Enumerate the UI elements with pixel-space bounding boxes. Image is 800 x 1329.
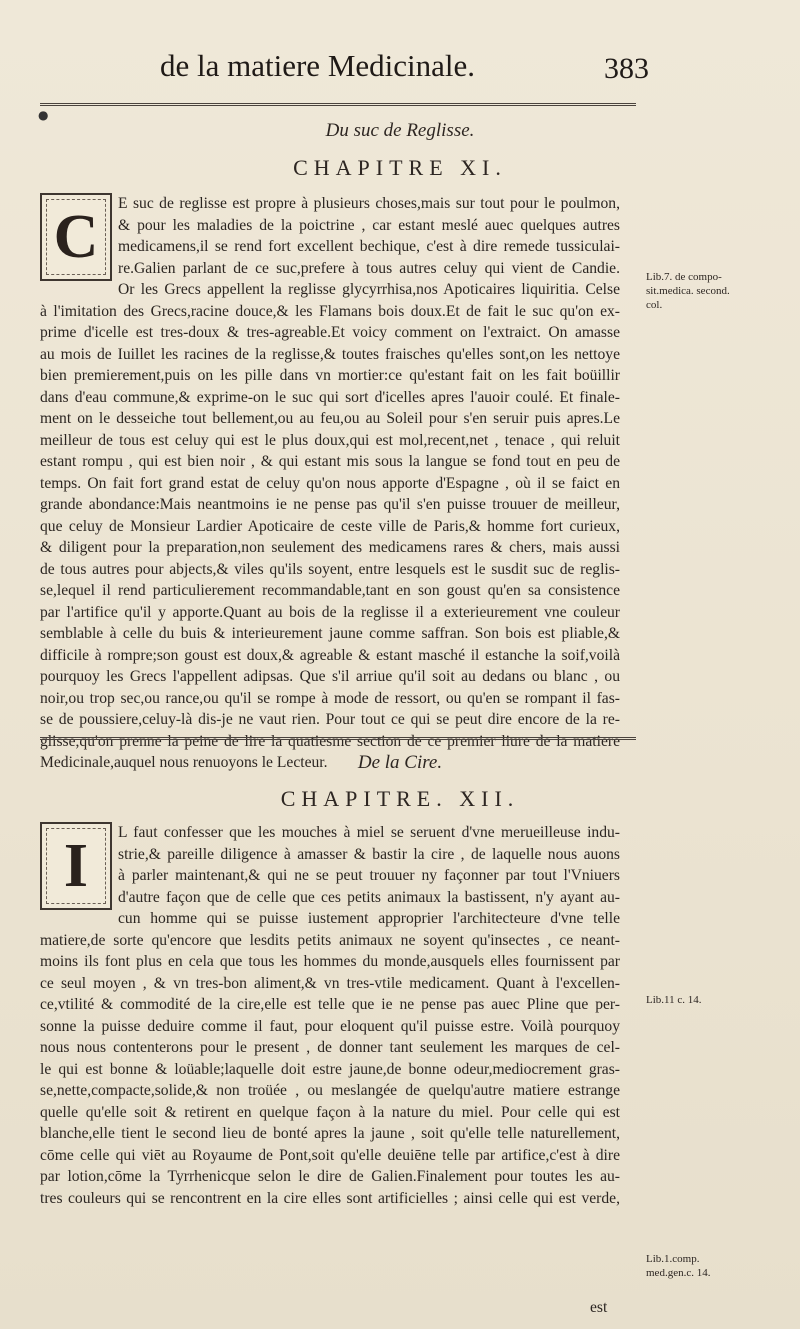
text-line: de tous autres pour abjects,& viles qu'ils soyent, entre lesquels est le susdit suc de reglis-: [40, 560, 620, 578]
drop-cap-letter: C: [53, 202, 99, 271]
text-line: sonne la puisse deduire comme il faut, pour eloquent qu'il puisse estre. Voilà pourquoy: [40, 1017, 620, 1035]
text-line: matiere,de sorte qu'encore que lesdits petits animaux ne soyent qu'insectes , ce neant-: [40, 931, 620, 949]
text-line: estant rompu , qui est bien noir , & qui estant mis sous la langue se fond tout en peu de: [40, 453, 620, 470]
text-line: Medicinale,auquel nous renuoyons le Lecteur.: [40, 754, 328, 771]
text-line: tres couleurs qui se rencontrent en la cire elles sont artificielles ; ainsi celle qui est verde,: [40, 1189, 620, 1207]
catchword: est: [590, 1299, 608, 1316]
chapter-heading-xi: CHAPITRE XI.: [293, 155, 507, 180]
text-line: se,lequel il rend particulierement recommandable,tant en son goust qu'en sa consistence: [40, 582, 620, 599]
text-line: moins ils font plus en cela que tous les hommes du monde,ausquels elles fournissent par: [40, 953, 620, 970]
text-line: à parler maintenant,& qui ne se peut trouuer ny façonner par tout l'Vniuers: [118, 867, 620, 884]
text-line: pourquoy les Grecs l'appellent adipsas. Que s'il arriue qu'il soit au dedans ou blanc , ou: [40, 668, 620, 685]
text-line: noir,ou trop sec,ou rance,ou qu'il se rompe à mode de ressort, ou qu'en se rompant il fas-: [40, 689, 620, 707]
text-line: ce,vtilité & commodité de la cire,elle est telle que ie ne pense pas auec Pline que per-: [40, 996, 620, 1013]
text-line: temps. On fait fort grand estat de celuy qu'on nous apporte d'Espagne , où il se faict en: [40, 474, 620, 492]
text-line: cōme celle qui viēt au Royaume de Pont,soit qu'elle deuiēne telle par artifice,c'est à dire: [40, 1146, 620, 1164]
text-line: semblable à celle du buis & interieurement jaune comme saffran. Son bois est pliable,&: [40, 625, 620, 642]
section-title-reglisse: Du suc de Reglisse.: [325, 120, 475, 141]
section-rule: [40, 737, 636, 740]
text-line: à l'imitation des Grecs,racine douce,& les Flamans bois doux.Et de fait le suc qu'on ex-: [40, 302, 620, 320]
text-line: Or les Grecs appellent la reglisse glycyrrhisa,nos Apoticaires liquiritia. Celse: [118, 281, 620, 298]
text-line: glisse,qu'on prenne la peine de lire la quatiesme section de ce premier liure de la matiere: [40, 732, 620, 750]
text-line: ce seul moyen , & vn tres-bon aliment,& vn tres-vtile medicament. Quant à l'excellen-: [40, 974, 620, 992]
text-line: & diligent pour la preparation,non seulement des medicamens rares & chers, mais aussi: [40, 539, 620, 556]
text-line: cun homme qui se puisse iustement approprier l'architecteure d'vne telle: [118, 910, 620, 927]
text-line: medicamens,il se rend fort excellent bechique, c'est à dire remede tussiculai-: [118, 238, 620, 255]
text-line: ment on le desseiche tout bellement,ou au feu,ou au Soleil pour s'en seruir puis apres.Le: [40, 410, 620, 427]
text-line: difficile à rompre;son goust est doux,& agreable & estant masché il estanche la soif,voilà: [40, 646, 620, 664]
text-line: que celuy de Monsieur Lardier Apoticaire de ceste ville de Paris,& homme fort curieux,: [40, 517, 620, 535]
text-line: se de poussiere,celuy-là dis-je ne vaut rien. Pour tout ce qui se peut dire encore de la re-: [40, 711, 620, 728]
page-number: 383: [604, 52, 649, 85]
text-line: & pour les maladies de la poictrine , car estant meslé auec quelques autres: [118, 216, 620, 234]
section2-body: [40, 822, 620, 1209]
text-line: au mois de Iuillet les racines de la reglisse,& toutes fraisches qu'elles sont,on les nettoye: [40, 345, 620, 363]
text-line: prime d'icelle est tres-doux & tres-agreable.Et voicy comment on l'extraict. On amasse: [40, 324, 620, 341]
text-line: d'autre façon que de celle que ces petits animaux la bastissent, n'y ayant au-: [118, 888, 620, 906]
text-line: dans d'eau commune,& exprime-on le suc qui sort d'icelles apres l'auoir coulé. Et finale-: [40, 388, 620, 406]
text-line: L faut confesser que les mouches à miel se seruent d'vne merueilleuse indu-: [118, 824, 620, 841]
text-line: re.Galien parlant de ce suc,prefere à tous autres celuy qui vient de Candie.: [118, 259, 620, 277]
running-title: de la matiere Medicinale.: [160, 48, 476, 83]
text-line: bien premierement,puis on les pille dans vn mortier:ce qu'estant fait on les fait boüillir: [40, 367, 620, 384]
text-line: le qui est bonne & loüable;laquelle doit estre jaune,de bonne odeur,mediocrement gras-: [40, 1060, 620, 1078]
text-line: quelle qu'elle soit & retirent en quelque façon à la nature du miel. Pour celle qui est: [40, 1103, 620, 1121]
header-rule: [40, 103, 636, 106]
chapter-heading-xii: CHAPITRE. XII.: [280, 786, 520, 811]
margin-note-lib11: Lib.11 c. 14.: [646, 994, 702, 1006]
text-line: grande abondance:Mais neantmoins ie ne pense pas qu'il s'en puisse trouuer de meilleur,: [40, 496, 620, 513]
drop-cap-letter: I: [63, 831, 89, 900]
section1-body: [40, 193, 620, 774]
text-line: se,nette,compacte,solide,& non troüée , ou meslangée de quelqu'autre matiere estrange: [40, 1082, 620, 1099]
text-line: par lotion,cōme la Tyrrhenicque selon le dire de Galien.Finalement pour toutes les au-: [40, 1168, 620, 1185]
margin-note-lib1: Lib.1.comp. med.gen.c. 14.: [646, 1253, 711, 1279]
text-line: meilleur de tous est celuy qui est le plus doux,qui est mol,recent,net , tenace , qui reluit: [40, 431, 620, 449]
text-line: par l'artifice qu'il y apporte.Quant au bois de la reglisse il a exterieurement vne couleur: [40, 603, 620, 621]
text-line: blanche,elle tient le second lieu de bonté apres la jaune , soit qu'elle telle naturellement,: [40, 1125, 620, 1142]
ink-mark: ●: [38, 108, 49, 122]
section-title-cire: De la Cire.: [357, 752, 443, 773]
margin-note-lib7: Lib.7. de composit.medica. second. col.: [646, 271, 730, 311]
text-line: nous nous contenterons pour le present , de donner tant seulement les marques de cel-: [40, 1039, 620, 1056]
text-line: strie,& pareille diligence à amasser & bastir la cire , de laquelle nous auons: [118, 845, 620, 863]
text-line: E suc de reglisse est propre à plusieurs choses,mais sur tout pour le poulmon,: [118, 195, 620, 212]
